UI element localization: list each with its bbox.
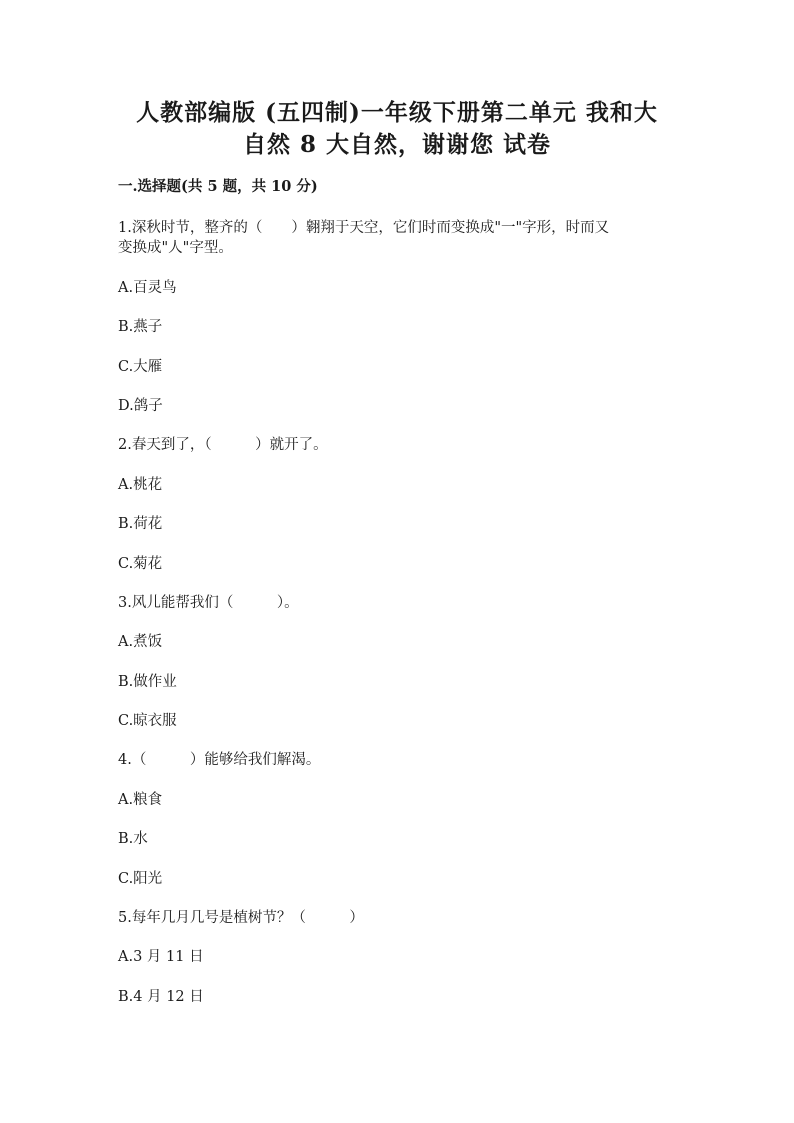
question-4-option-a: A.粮食	[118, 792, 163, 808]
question-2-option-a: A.桃花	[118, 477, 163, 493]
question-1-option-d: D.鸽子	[118, 398, 163, 414]
question-1-stem-line-2: 变换成"人"字型。	[118, 240, 233, 256]
question-5-option-a: A.3 月 11 日	[118, 949, 204, 965]
question-2-option-b: B.荷花	[118, 516, 163, 532]
question-1-stem-line-1: 1.深秋时节，整齐的（ ）翱翔于天空，它们时而变换成"一"字形，时而又	[118, 220, 610, 236]
question-5-option-b: B.4 月 12 日	[118, 989, 204, 1005]
section-heading: 一.选择题(共 5 题，共 10 分)	[118, 178, 318, 195]
question-4-option-c: C.阳光	[118, 871, 163, 887]
exam-title-line-1: 人教部编版 (五四制)一年级下册第二单元 我和大	[136, 99, 658, 126]
question-3-option-c: C.晾衣服	[118, 713, 177, 729]
question-4-option-b: B.水	[118, 831, 148, 847]
exam-title-line-2: 自然 8 大自然，谢谢您 试卷	[242, 131, 552, 158]
question-3-stem: 3.风儿能帮我们（ ）。	[118, 595, 299, 611]
question-1-option-a: A.百灵鸟	[118, 280, 177, 296]
question-4-stem: 4.（ ）能够给我们解渴。	[118, 752, 321, 768]
question-2-stem: 2.春天到了，（ ）就开了。	[118, 437, 328, 453]
question-2-option-c: C.菊花	[118, 556, 163, 572]
question-5-stem: 5.每年几月几号是植树节？（ ）	[118, 910, 364, 926]
question-3-option-b: B.做作业	[118, 674, 177, 690]
question-3-option-a: A.煮饭	[118, 634, 163, 650]
question-1-option-b: B.燕子	[118, 319, 163, 335]
question-1-option-c: C.大雁	[118, 359, 163, 375]
